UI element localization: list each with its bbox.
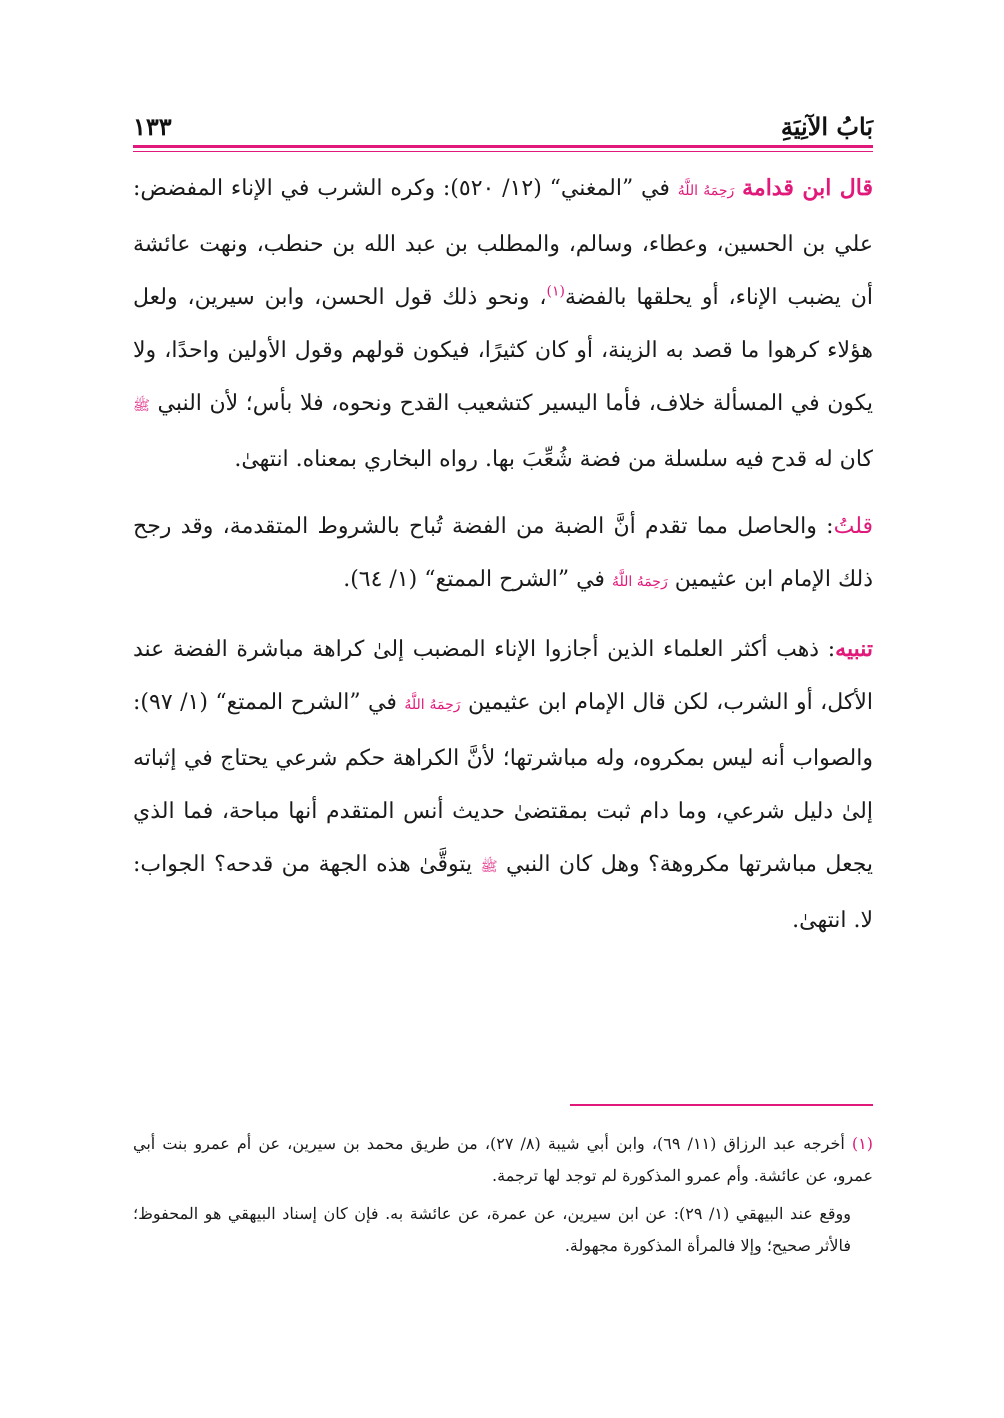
- paragraph-text: في ”الشرح الممتع“ (١/ ٩٧): والصواب أنه ليس بمكروه، وله مباشرتها؛ لأنَّ الكراهة حكم شرعي يحتاج في إثباته إلىٰ دليل شرعي، وما دام ثبت بمقتضىٰ حديث أنس المتقدم أنها مباحة، فما الذي يجعل مباشرتها مكروهة؟ وهل كان النبي: [133, 690, 874, 877]
- page-header: [133, 108, 873, 148]
- chapter-title: بَابُ الآنِيَةِ: [780, 112, 873, 141]
- paragraph-lead: قلتُ: [833, 514, 873, 539]
- header-rule-thick: [133, 145, 873, 148]
- salawat-mark: ﷺ: [133, 398, 150, 414]
- header-rule-thin: [133, 151, 873, 152]
- salawat-mark: ﷺ: [480, 859, 498, 875]
- footnote-text: ووقع عند البيهقي (١/ ٢٩): عن ابن سيرين، عن عمرة، عن عائشة به. فإن كان إسناد البيهقي هو المحفوظ؛ فالأثر صحيح؛ وإلا فالمرأة المذكورة مجهولة.: [133, 1204, 851, 1255]
- paragraph-text: كان له قدح فيه سلسلة من فضة شُعِّبَ بها. رواه البخاري بمعناه. انتهىٰ.: [234, 447, 873, 472]
- honorific-mark: رَحِمَهُ اللَّهُ: [677, 183, 735, 199]
- footnote-reference[interactable]: (١): [546, 283, 565, 300]
- paragraph-lead: قال ابن قدامة: [742, 175, 874, 201]
- paragraph-text: ، ونحو ذلك قول الحسن، وابن سيرين، ولعل هؤلاء كرهوا ما قصد به الزينة، أو كان كثيرًا، فيكون قولهم وقول الأولين واحدًا، ولا يكون في المسألة خلاف، فأما اليسير كتشعيب القدح ونحوه، فلا بأس؛ لأن النبي: [133, 285, 873, 416]
- paragraph-tanbih: [133, 623, 873, 947]
- main-text: [133, 162, 873, 961]
- paragraph-ibn-qudama: [133, 162, 873, 486]
- footnote-1: [133, 1128, 873, 1192]
- paragraph-text: يتوقَّىٰ هذه الجهة من قدحه؟ الجواب: لا. انتهىٰ.: [133, 852, 873, 933]
- honorific-mark: رَحِمَهُ اللَّهُ: [404, 697, 461, 713]
- footnote-text: أخرجه عبد الرزاق (١١/ ٦٩)، وابن أبي شيبة (٨/ ٢٧)، من طريق محمد بن سيرين، عن أم عمرو بنت أبي عمرو، عن عائشة. وأم عمرو المذكورة لم توجد لها ترجمة.: [133, 1134, 873, 1185]
- page-number: ١٣٣: [133, 112, 172, 141]
- paragraph-lead: تنبيه: [835, 636, 873, 662]
- paragraph-text: في ”الشرح الممتع“ (١/ ٦٤).: [343, 567, 605, 592]
- paragraph-qultu: [133, 500, 873, 609]
- footnote-number: (١): [851, 1134, 874, 1153]
- paragraph-text: في ”المغني“ (١٢/ ٥٢٠): وكره الشرب في الإناء المفضض: علي بن الحسين، وعطاء، وسالم، والمطلب بن عبد الله بن حنطب، ونهت عائشة أن يضبب الإناء، أو يحلقها بالفضة: [133, 176, 873, 310]
- honorific-mark: رَحِمَهُ اللَّهُ: [611, 574, 668, 590]
- footnote-separator: [570, 1104, 873, 1106]
- paragraph-text: : ذهب أكثر العلماء الذين أجازوا الإناء المضبب إلىٰ كراهة مباشرة الفضة عند الأكل، أو الشرب، لكن قال الإمام ابن عثيمين: [133, 637, 874, 715]
- footnotes-section: [133, 1128, 873, 1268]
- paragraph-text: : والحاصل مما تقدم أنَّ الضبة من الفضة تُباح بالشروط المتقدمة، وقد رجح ذلك الإمام ابن عثيمين: [133, 514, 873, 592]
- footnote-1-continuation: [133, 1198, 873, 1262]
